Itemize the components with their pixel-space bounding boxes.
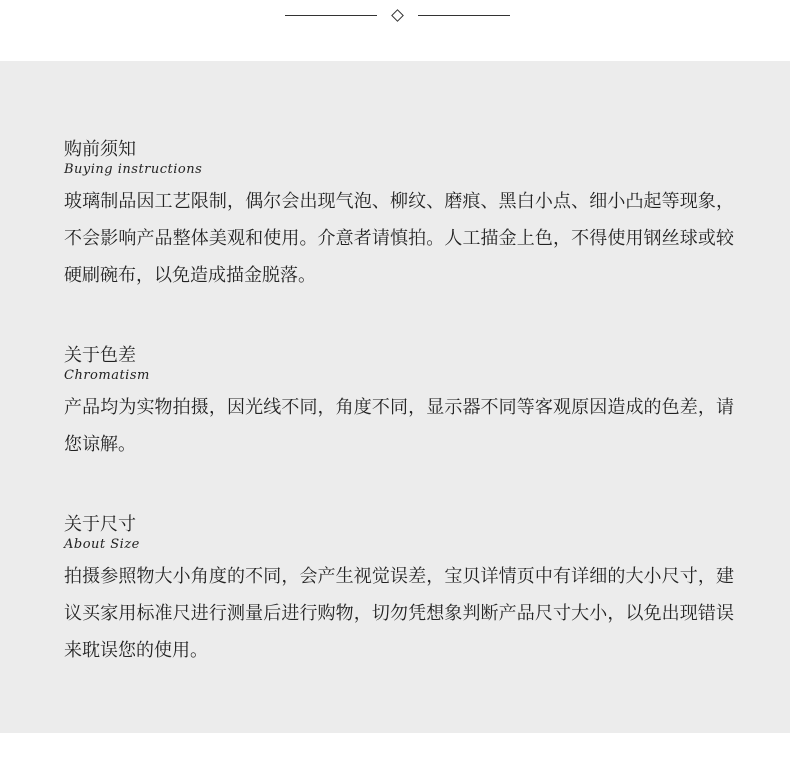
section-subtitle: About Size [64, 537, 140, 552]
section-title: 关于尺寸 [64, 514, 136, 535]
section-chromatism [64, 345, 734, 463]
section-title: 关于色差 [64, 345, 136, 366]
diamond-icon [391, 9, 404, 22]
section-subtitle: Chromatism [64, 368, 150, 383]
section-title: 购前须知 [64, 139, 136, 160]
divider-line-left [285, 15, 377, 16]
notice-panel [0, 61, 790, 733]
divider-line-right [418, 15, 510, 16]
header-divider [0, 0, 790, 61]
bottom-strip [0, 733, 790, 776]
section-body: 玻璃制品因工艺限制，偶尔会出现气泡、柳纹、磨痕、黑白小点、细小凸起等现象，不会影响产品整体美观和使用。介意者请慎拍。人工描金上色，不得使用钢丝球或较硬刷碗布，以免造成描金脱落。 [64, 191, 734, 286]
section-about-size [64, 514, 734, 669]
section-body: 产品均为实物拍摄，因光线不同，角度不同，显示器不同等客观原因造成的色差，请您谅解。 [64, 397, 734, 455]
section-subtitle: Buying instructions [64, 162, 203, 177]
section-body: 拍摄参照物大小角度的不同，会产生视觉误差，宝贝详情页中有详细的大小尺寸，建议买家用标准尺进行测量后进行购物，切勿凭想象判断产品尺寸大小，以免出现错误来耽误您的使用。 [64, 566, 734, 661]
section-buying-instructions [64, 139, 734, 294]
